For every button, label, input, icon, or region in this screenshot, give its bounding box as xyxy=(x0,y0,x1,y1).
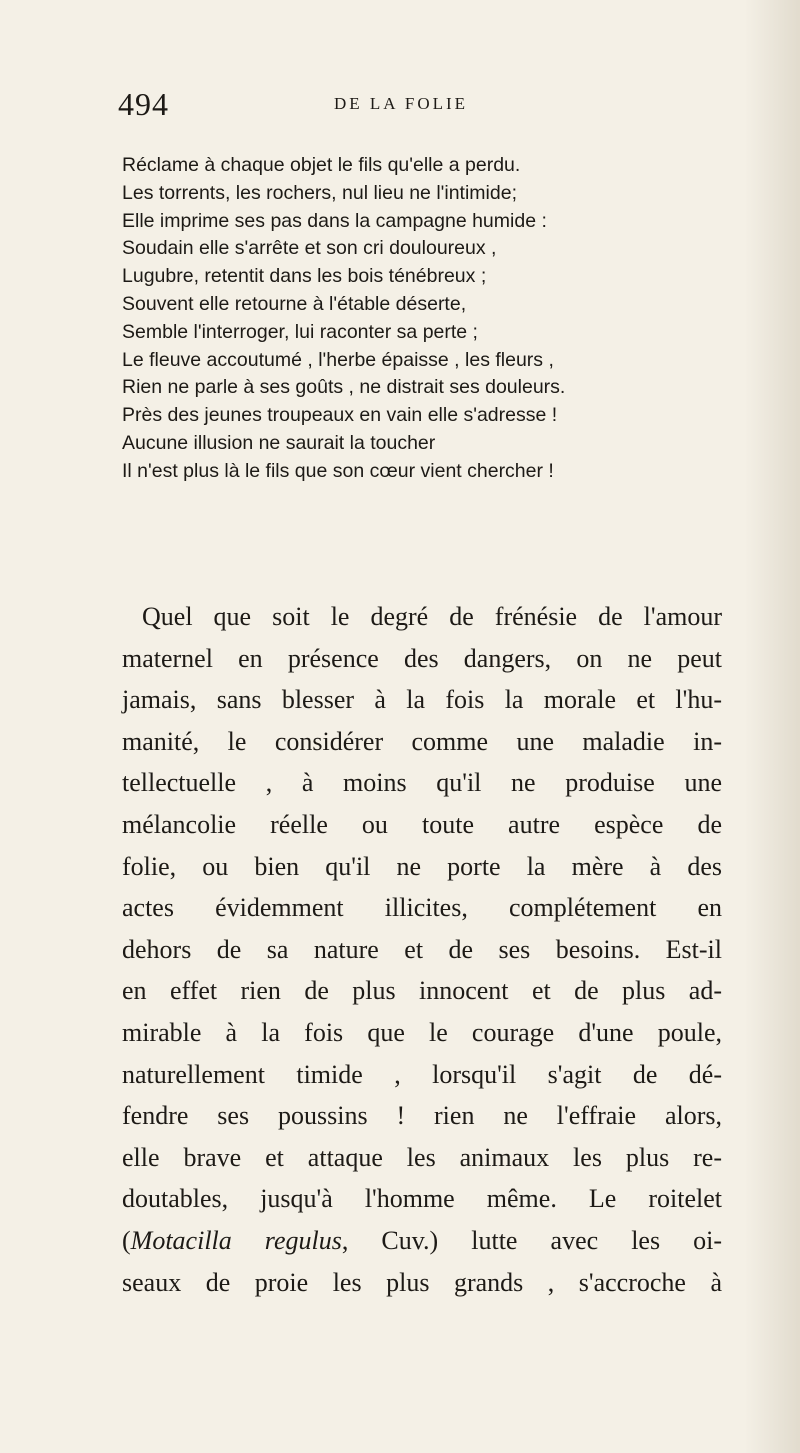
prose-paragraph xyxy=(122,596,722,1303)
prose-line: Quel que soit le degré de frénésie de l'amour xyxy=(142,602,722,631)
poem-line: Aucune illusion ne saurait la toucher xyxy=(122,431,436,454)
poem-line: Soudain elle s'arrête et son cri douloureux , xyxy=(122,237,497,260)
prose-line-species xyxy=(122,1220,722,1262)
poem-block xyxy=(122,152,742,486)
prose-line: en effet rien de plus innocent et de plus ad- xyxy=(122,976,722,1006)
poem-line: Près des jeunes troupeaux en vain elle s'adresse ! xyxy=(122,404,558,427)
species-name: Motacilla regulus xyxy=(130,1225,342,1255)
prose-line: mirable à la fois que le courage d'une poule, xyxy=(122,1017,722,1047)
prose-line: mélancolie réelle ou toute autre espèce de xyxy=(122,809,722,839)
page-number: 494 xyxy=(118,86,169,122)
prose-line: seaux de proie les plus grands , s'accroche à xyxy=(122,1267,722,1297)
poem-line: Semble l'interroger, lui raconter sa perte ; xyxy=(122,320,478,343)
prose-line: dehors de sa nature et de ses besoins. Est-il xyxy=(122,934,722,964)
prose-line: elle brave et attaque les animaux les plus re- xyxy=(122,1142,722,1172)
poem-line: Souvent elle retourne à l'étable déserte, xyxy=(122,292,467,315)
poem-line: Réclame à chaque objet le fils qu'elle a perdu. xyxy=(122,154,521,176)
prose-line: naturellement timide , lorsqu'il s'agit de dé- xyxy=(122,1059,722,1089)
open-paren: ( xyxy=(122,1225,131,1255)
prose-line: maternel en présence des dangers, on ne peut xyxy=(122,643,722,673)
poem-line: Elle imprime ses pas dans la campagne humide : xyxy=(122,209,547,232)
prose-line: doutables, jusqu'à l'homme même. Le roitelet xyxy=(122,1184,722,1214)
poem-line: Le fleuve accoutumé , l'herbe épaisse , les fleurs , xyxy=(122,348,554,371)
prose-line: manité, le considérer comme une maladie in- xyxy=(122,726,722,756)
running-head: DE LA FOLIE xyxy=(334,94,469,113)
prose-line: jamais, sans blesser à la fois la morale et l'hu- xyxy=(122,685,722,715)
poem-line: Les torrents, les rochers, nul lieu ne l'intimide; xyxy=(122,181,517,204)
prose-line: fendre ses poussins ! rien ne l'effraie alors, xyxy=(122,1101,722,1131)
poem-line: Lugubre, retentit dans les bois ténébreux ; xyxy=(122,265,487,288)
prose-line: tellectuelle , à moins qu'il ne produise une xyxy=(122,768,722,798)
prose-line: folie, ou bien qu'il ne porte la mère à des xyxy=(122,851,722,881)
species-authority: , Cuv.) lutte avec les oi- xyxy=(341,1225,722,1255)
poem-line: Il n'est plus là le fils que son cœur vient chercher ! xyxy=(122,459,554,482)
prose-line: actes évidemment illicites, complétement en xyxy=(122,893,722,923)
poem-line: Rien ne parle à ses goûts , ne distrait ses douleurs. xyxy=(122,376,566,399)
page-header xyxy=(118,86,618,126)
